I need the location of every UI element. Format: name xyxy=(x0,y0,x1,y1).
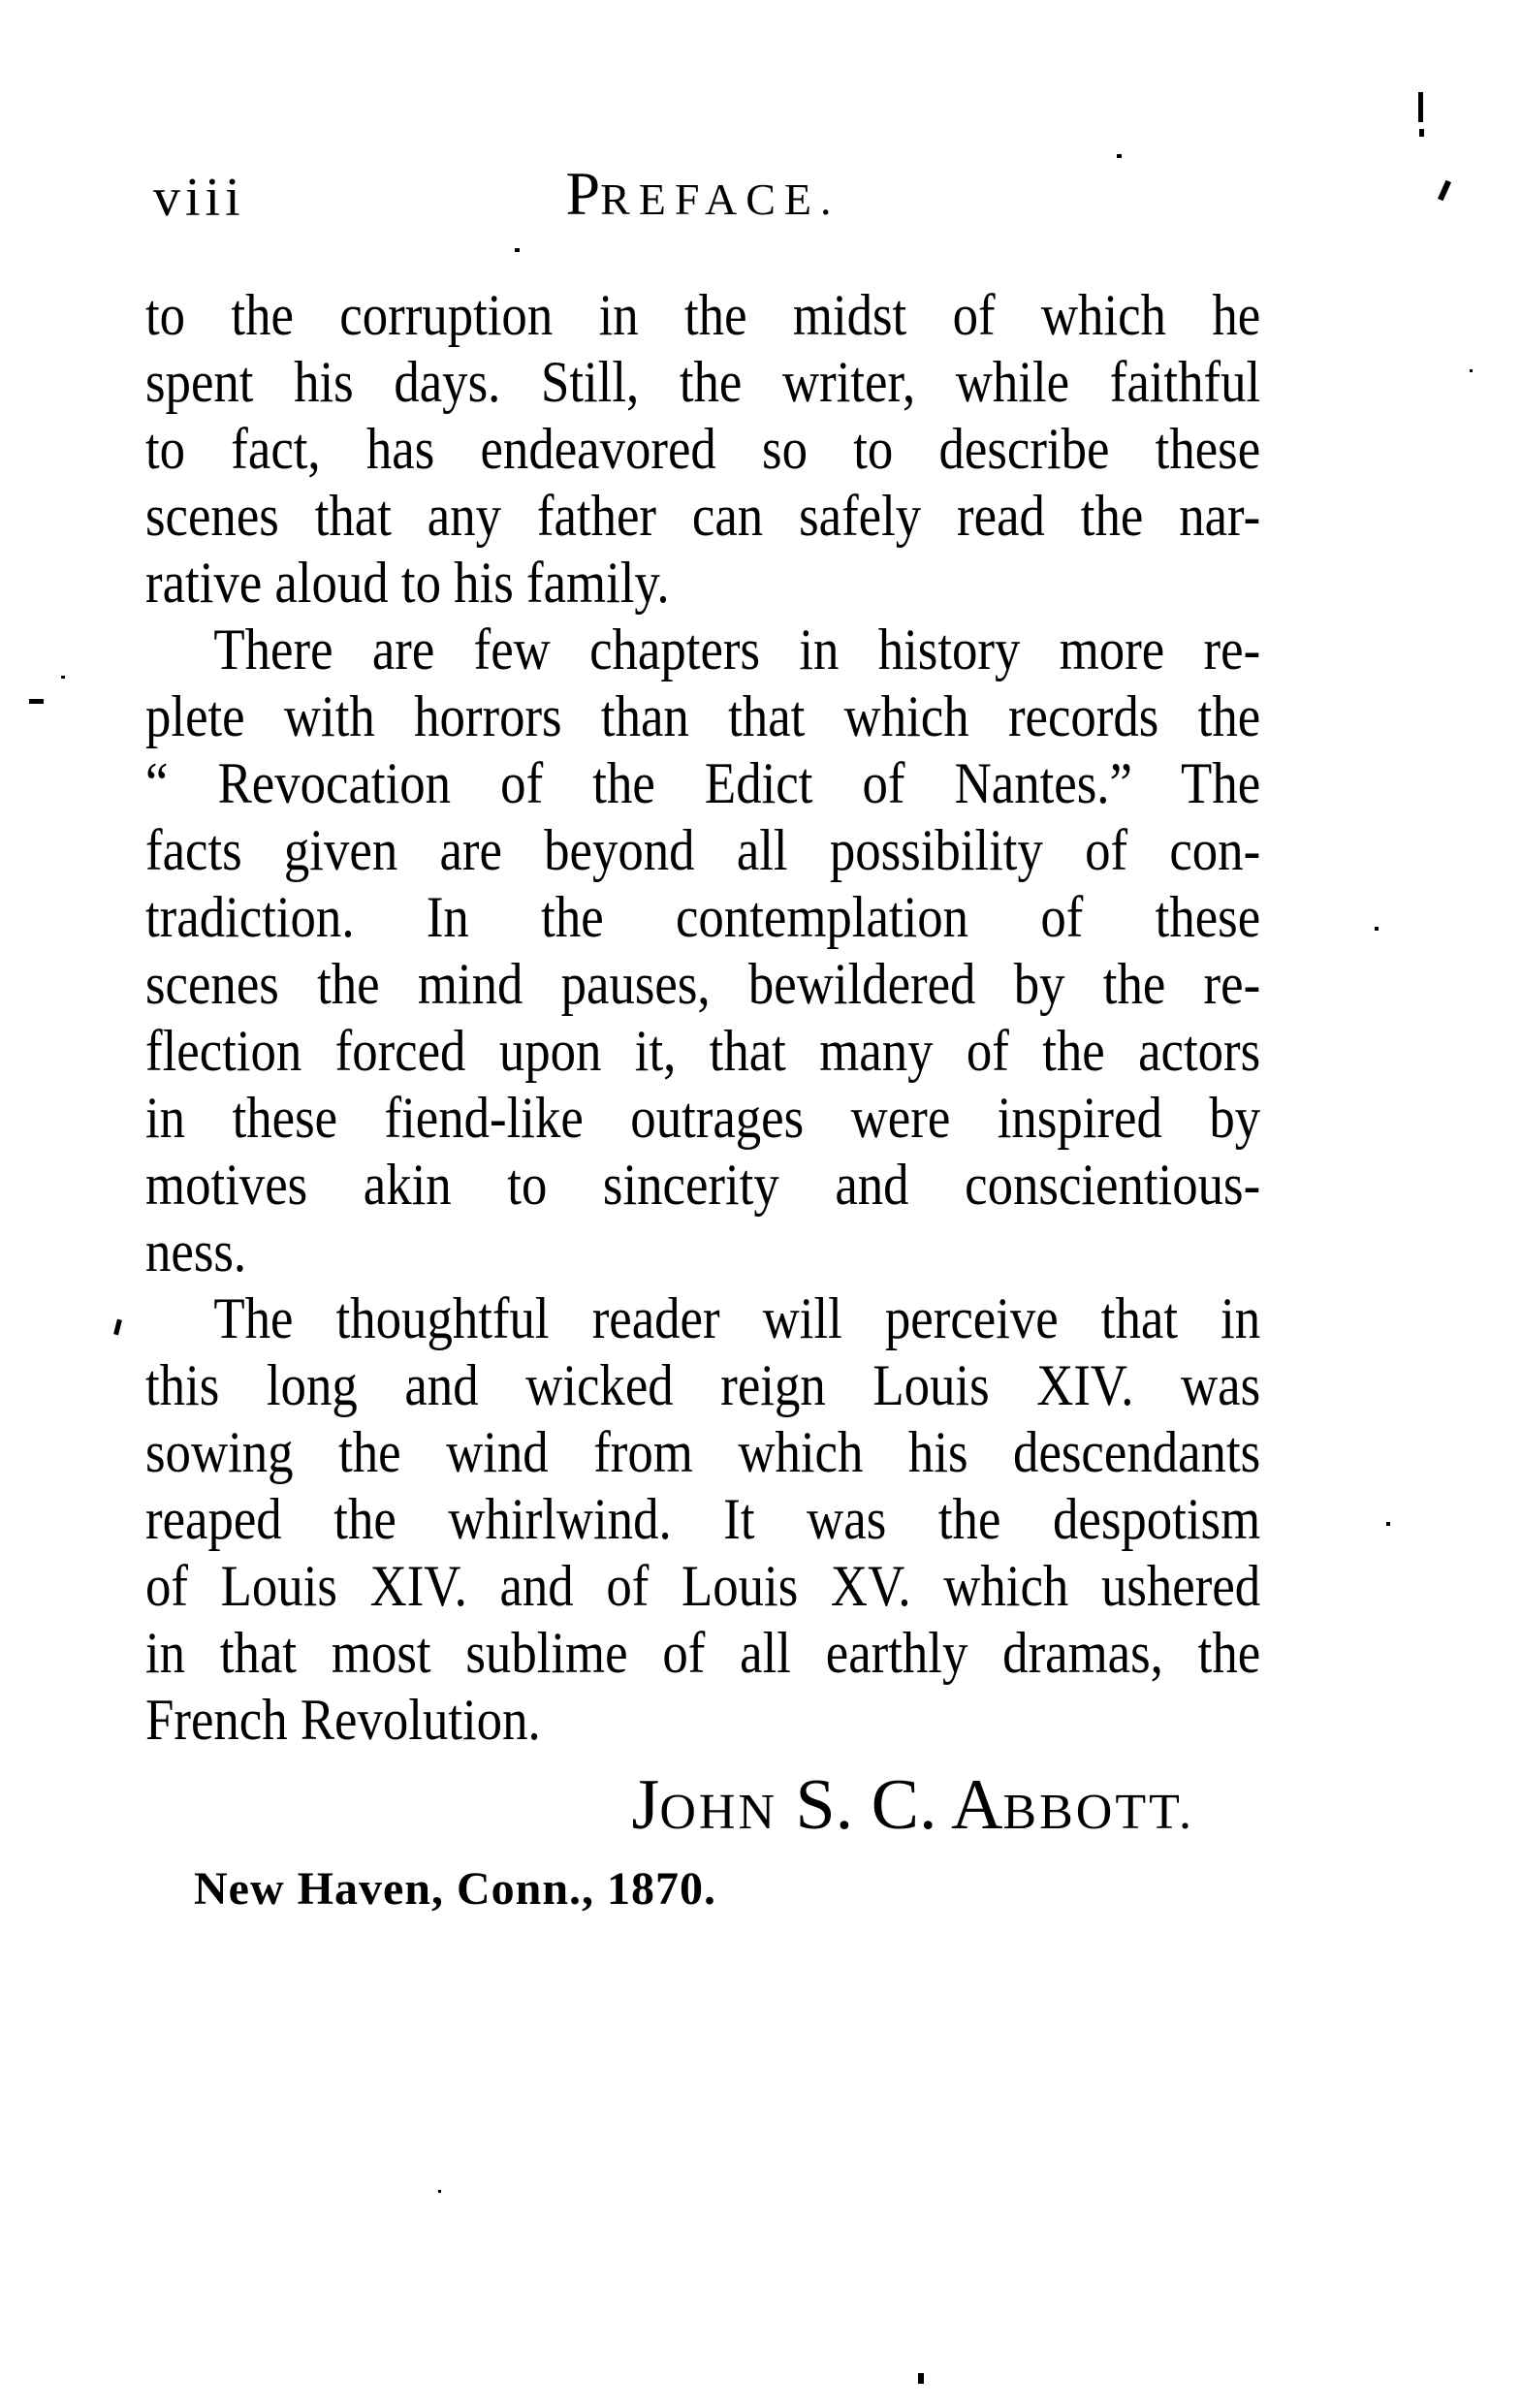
scan-artifact xyxy=(438,2190,441,2193)
signature-part: OHN xyxy=(659,1785,778,1840)
body-line: to fact, has endeavored so to describe these xyxy=(145,417,1261,481)
scan-artifact xyxy=(1117,154,1122,158)
place-date-line: New Haven, Conn., 1870. xyxy=(194,1863,717,1915)
scan-artifact xyxy=(1375,927,1379,931)
body-line: facts given are beyond all possibility of con- xyxy=(145,818,1261,882)
scan-artifact xyxy=(515,248,520,252)
signature-part: BBOTT. xyxy=(1002,1785,1194,1840)
signature-part: J xyxy=(631,1765,660,1845)
page-title-initial: P xyxy=(565,159,601,228)
signature-part: S. C. A xyxy=(777,1765,1003,1845)
body-line: motives akin to sincerity and conscientious- xyxy=(145,1153,1261,1217)
body-line: spent his days. Still, the writer, while faithful xyxy=(145,350,1261,414)
scan-artifact xyxy=(1470,369,1473,372)
body-line: tradiction. In the contemplation of these xyxy=(145,885,1261,949)
page-number: viii xyxy=(153,168,245,228)
page-title-rest: REFACE. xyxy=(600,174,840,224)
scan-artifact xyxy=(1419,129,1424,137)
scan-artifact xyxy=(61,676,65,679)
body-line: of Louis XIV. and of Louis XV. which ushered xyxy=(145,1554,1261,1618)
page-title xyxy=(145,158,1260,230)
body-line: to the corruption in the midst of which he xyxy=(145,283,1261,347)
body-line: French Revolution. xyxy=(145,1688,541,1752)
scan-artifact xyxy=(1386,1522,1390,1526)
scan-artifact xyxy=(918,2373,924,2384)
body-line: “ Revocation of the Edict of Nantes.” The xyxy=(145,751,1261,815)
body-line: this long and wicked reign Louis XIV. was xyxy=(145,1353,1261,1417)
body-line: ness. xyxy=(145,1220,247,1283)
body-line: flection forced upon it, that many of the actors xyxy=(145,1019,1261,1083)
body-line: plete with horrors than that which records the xyxy=(145,684,1261,748)
scan-artifact xyxy=(1418,92,1423,122)
body-line: There are few chapters in history more re- xyxy=(213,618,1261,681)
scan-artifact xyxy=(113,1319,122,1336)
body-line: in these fiend-like outrages were inspired by xyxy=(145,1086,1261,1150)
scan-artifact xyxy=(1438,180,1451,202)
body-line: The thoughtful reader will perceive that in xyxy=(213,1286,1261,1350)
author-signature xyxy=(145,1764,1260,1847)
body-line: rative aloud to his family. xyxy=(145,551,670,615)
scan-artifact xyxy=(29,699,44,704)
body-line: reaped the whirlwind. It was the despotism xyxy=(145,1487,1261,1551)
body-line: scenes that any father can safely read the nar- xyxy=(145,484,1261,548)
body-line: in that most sublime of all earthly dramas, the xyxy=(145,1621,1261,1685)
body-line: sowing the wind from which his descendants xyxy=(145,1420,1261,1484)
body-line: scenes the mind pauses, bewildered by the re- xyxy=(145,952,1261,1016)
preface-text xyxy=(145,282,1260,1754)
